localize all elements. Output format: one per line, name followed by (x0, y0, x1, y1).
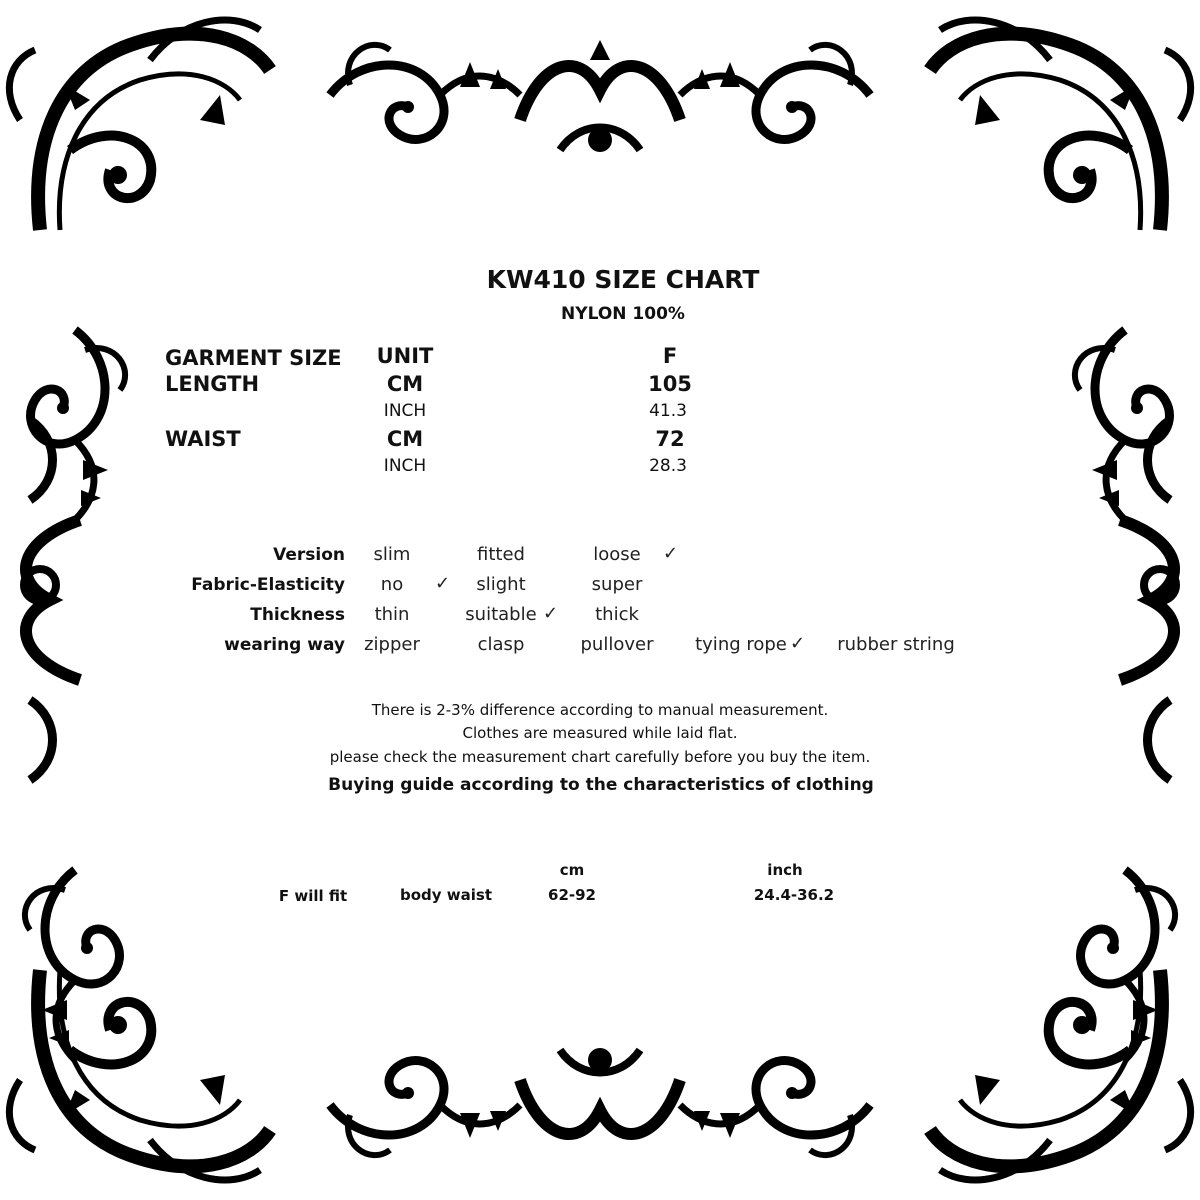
note-check-chart: please check the measurement chart carefully before you buy the item. (329, 748, 871, 766)
wearing-way-label: wearing way (224, 635, 345, 655)
thickness-option-suitable: suitable (465, 604, 537, 625)
version-label: Version (273, 545, 345, 565)
guide-size-label: F will fit (278, 887, 348, 905)
unit-header: UNIT (376, 344, 434, 368)
thickness-option-thin: thin (374, 604, 410, 625)
length-inch-unit: INCH (383, 401, 427, 421)
waist-cm-value: 72 (655, 427, 685, 451)
length-cm-unit: CM (386, 372, 424, 396)
elasticity-option-super: super (591, 574, 643, 595)
length-cm-value: 105 (648, 372, 692, 396)
waist-label: WAIST (165, 427, 241, 451)
version-option-fitted: fitted (477, 544, 525, 565)
note-laid-flat: Clothes are measured while laid flat. (462, 724, 738, 742)
elasticity-option-no: no (380, 574, 404, 595)
check-mark-icon: ✓ (543, 603, 559, 624)
check-mark-icon: ✓ (663, 543, 679, 564)
wearing-option-zipper: zipper (364, 634, 420, 655)
note-difference: There is 2-3% difference according to manual measurement. (371, 701, 829, 719)
garment-size-header: GARMENT SIZE (165, 346, 342, 370)
guide-measure-label: body waist (400, 886, 492, 904)
material-label: NYLON 100% (561, 304, 685, 324)
wearing-option-rubber-string: rubber string (837, 634, 955, 655)
size-f-header: F (662, 344, 678, 368)
guide-cm-header: cm (559, 861, 585, 879)
check-mark-icon: ✓ (435, 573, 451, 594)
guide-inch-header: inch (767, 861, 803, 879)
length-inch-value: 41.3 (649, 401, 687, 421)
wearing-option-clasp: clasp (477, 634, 525, 655)
waist-cm-unit: CM (386, 427, 424, 451)
waist-inch-value: 28.3 (649, 456, 687, 476)
buying-guide-title: Buying guide according to the characteristics of clothing (328, 775, 874, 795)
elasticity-option-slight: slight (476, 574, 526, 595)
thickness-option-thick: thick (595, 604, 639, 625)
wearing-option-pullover: pullover (580, 634, 654, 655)
fabric-elasticity-label: Fabric-Elasticity (191, 575, 345, 595)
thickness-label: Thickness (250, 605, 345, 625)
length-label: LENGTH (165, 372, 260, 396)
waist-inch-unit: INCH (383, 456, 427, 476)
check-mark-icon: ✓ (790, 633, 806, 654)
version-option-slim: slim (373, 544, 411, 565)
page-title: KW410 SIZE CHART (486, 265, 760, 294)
version-option-loose: loose (593, 544, 641, 565)
guide-inch-range: 24.4-36.2 (753, 886, 835, 904)
wearing-option-tying-rope: tying rope (695, 634, 787, 655)
guide-cm-range: 62-92 (548, 886, 596, 904)
